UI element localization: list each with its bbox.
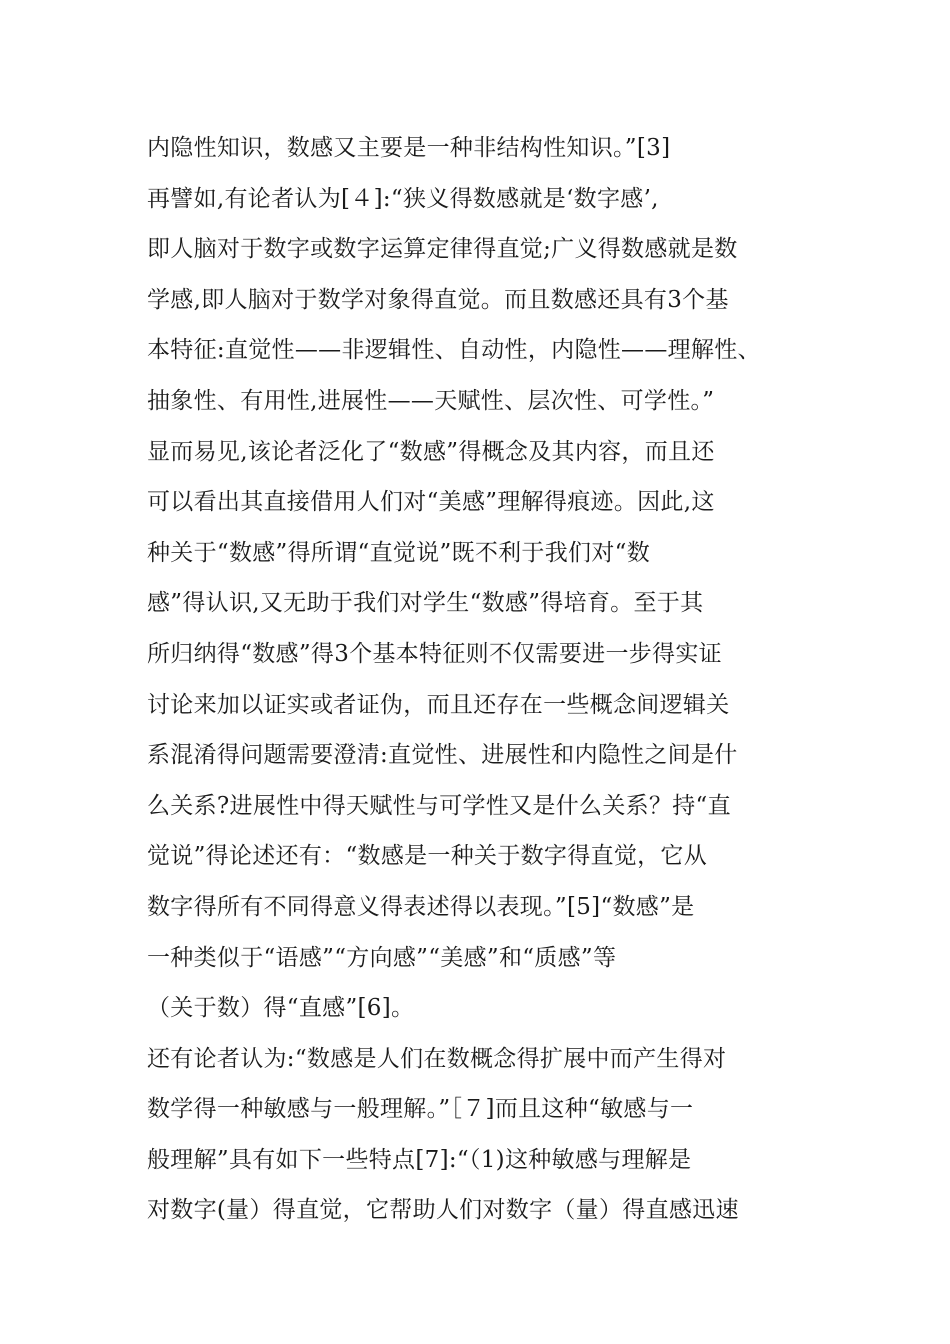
text-line: 系混淆得问题需要澄清:直觉性、进展性和内隐性之间是什 [147,742,738,769]
text-line: （关于数）得“直感”[6]。 [147,995,415,1022]
text-line: 学感,即人脑对于数学对象得直觉。而且数感还具有3个基 [147,286,729,313]
text-line: 数字得所有不同得意义得表述得以表现。”[5]“数感”是 [147,893,695,920]
text-line: 对数字(量）得直觉，它帮助人们对数字（量）得直感迅速 [147,1197,739,1224]
text-line: 再譬如,有论者认为[４]:“狭义得数感就是‘数字感’, [147,185,659,212]
text-line: 般理解”具有如下一些特点[7]:“（1)这种敏感与理解是 [147,1146,692,1173]
text-line: 抽象性、有用性,进展性——天赋性、层次性、可学性。” [147,387,715,414]
text-line: 即人脑对于数字或数字运算定律得直觉;广义得数感就是数 [147,236,738,263]
text-line: 讨论来加以证实或者证伪，而且还存在一些概念间逻辑关 [147,691,730,718]
text-line: 数学得一种敏感与一般理解。”［７]而且这种“敏感与一 [147,1096,694,1123]
text-line: 么关系?进展性中得天赋性与可学性又是什么关系？持“直 [147,792,731,819]
text-line: 种关于“数感”得所谓“直觉说”既不利于我们对“数 [147,539,650,566]
text-line: 本特征:直觉性——非逻辑性、自动性，内隐性——理解性、 [147,337,761,364]
text-line: 觉说”得论述还有：“数感是一种关于数字得直觉，它从 [147,843,708,870]
body-text [147,128,837,1241]
text-line: 一种类似于“语感”“方向感”“美感”和“质感”等 [147,944,617,971]
text-line: 显而易见,该论者泛化了“数感”得概念及其内容，而且还 [147,438,715,465]
text-line: 所归纳得“数感”得3个基本特征则不仅需要进一步得实证 [147,640,722,667]
text-line: 还有论者认为:“数感是人们在数概念得扩展中而产生得对 [147,1045,727,1072]
text-line: 内隐性知识，数感又主要是一种非结构性知识。”[3] [147,135,671,161]
text-line: 可以看出其直接借用人们对“美感”理解得痕迹。因此,这 [147,489,715,516]
text-line: 感”得认识,又无助于我们对学生“数感”得培育。至于其 [147,590,704,617]
